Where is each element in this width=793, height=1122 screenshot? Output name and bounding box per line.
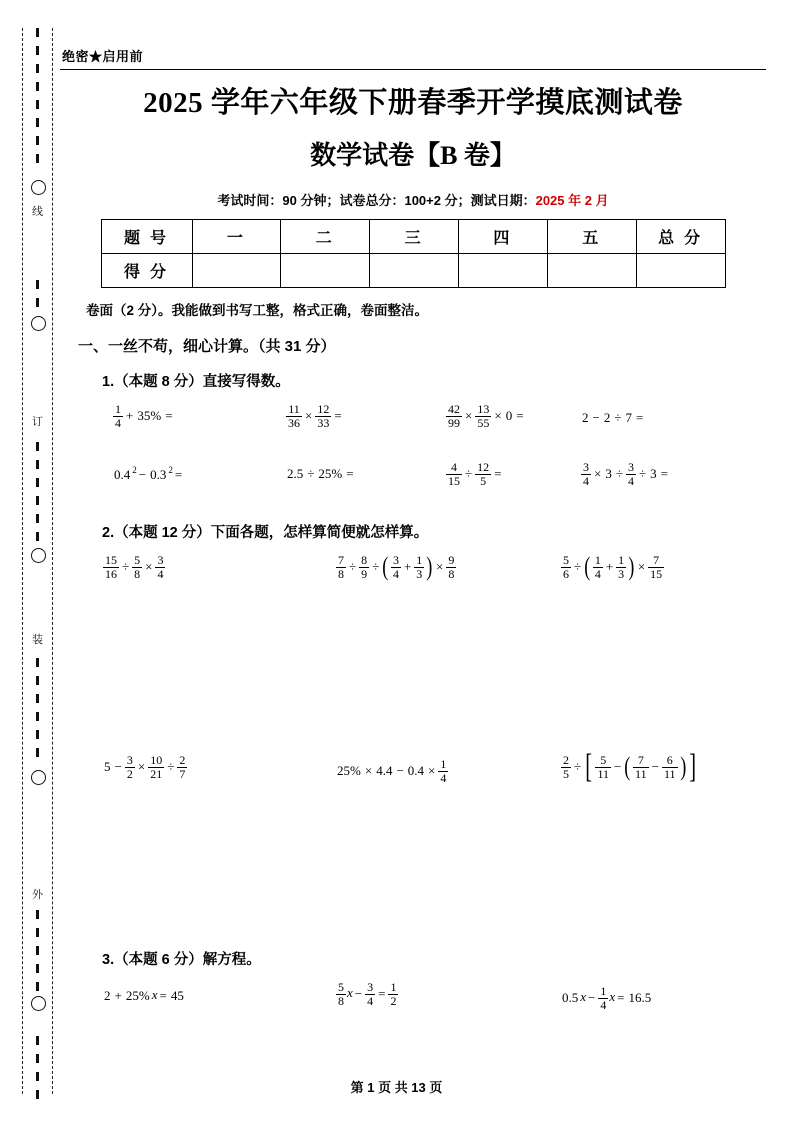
operator: = [378, 986, 386, 1002]
operator: = [346, 466, 354, 482]
expression [335, 981, 399, 1007]
expression [560, 748, 699, 786]
operator: ÷ [307, 466, 315, 482]
exam-info-date: 2025 年 2 月 [535, 193, 609, 208]
term: 4.4 [376, 763, 393, 779]
rail-circle [31, 770, 46, 785]
operator: = [494, 466, 502, 482]
expression [102, 987, 186, 1004]
fraction: $\frac{5}{8}$ [134, 553, 141, 581]
binding-rail [22, 28, 58, 1094]
fraction: $\frac{13}{55}$ [477, 402, 490, 430]
fraction: $\frac{5}{8}$ [338, 980, 344, 1008]
expression [335, 551, 457, 581]
parenthesis: ) [628, 551, 635, 581]
score-table-cell: 总 分 [636, 220, 725, 254]
score-table [101, 219, 726, 288]
question-1-row-1 [60, 401, 766, 441]
score-entry-cell[interactable] [547, 254, 636, 288]
fraction: $\frac{7}{11}$ [635, 753, 647, 781]
operator: × [494, 408, 502, 424]
answer-space [60, 794, 766, 944]
expression [112, 465, 184, 483]
operator: ÷ [167, 759, 175, 775]
fraction: $\frac{9}{8}$ [448, 553, 455, 581]
fraction: $\frac{6}{11}$ [663, 753, 676, 781]
header-divider [60, 69, 766, 70]
operator: + [605, 559, 614, 575]
term: 2.5 [287, 466, 304, 482]
rail-label-xian: 线 [30, 200, 46, 222]
rail-circle [31, 316, 46, 331]
operator: × [305, 408, 313, 424]
variable: x [580, 989, 587, 1005]
term: 7 [625, 410, 632, 426]
bracket: [ [585, 748, 593, 786]
expression [580, 409, 645, 426]
operator: × [594, 466, 602, 482]
fraction: $\frac{10}{21}$ [150, 753, 163, 781]
expression [560, 551, 665, 581]
fraction: $\frac{1}{4}$ [600, 984, 607, 1012]
question-label-1: 1.（本题 8 分）直接写得数。 [102, 374, 290, 390]
rail-label-zhuang: 装 [30, 628, 46, 650]
question-2-row-2 [60, 748, 766, 794]
page-subtitle: 数学试卷【B 卷】 [310, 141, 516, 170]
score-table-cell: 五 [547, 220, 636, 254]
operator: × [637, 559, 646, 575]
fraction: $\frac{5}{6}$ [563, 553, 569, 581]
rail-label-ding: 订 [30, 410, 46, 432]
question-label-3: 3.（本题 6 分）解方程。 [102, 952, 261, 968]
operator: ÷ [372, 559, 380, 575]
document-content [60, 28, 766, 1021]
fraction: $\frac{2}{7}$ [179, 753, 186, 781]
operator: − [114, 759, 122, 775]
fraction: $\frac{3}{2}$ [126, 753, 133, 781]
expression [335, 758, 449, 784]
exponent: 2 [132, 465, 137, 475]
score-table-cell: 得 分 [101, 254, 192, 288]
bracket: ] [689, 748, 697, 786]
secret-label: 绝密★启用前 [62, 49, 144, 64]
fraction: $\frac{3}{4}$ [583, 460, 589, 488]
table-row [101, 254, 725, 288]
score-entry-cell[interactable] [192, 254, 281, 288]
expression [560, 985, 653, 1011]
term: 0.4 [407, 763, 425, 779]
operator: = [660, 466, 668, 482]
score-table-cell: 二 [281, 220, 370, 254]
fraction: $\frac{12}{33}$ [317, 402, 330, 430]
operator: × [137, 759, 146, 775]
operator: = [617, 990, 625, 1006]
operator: × [435, 559, 444, 575]
operator: + [114, 988, 122, 1004]
operator: ÷ [615, 466, 623, 482]
rail-label-wai: 外 [30, 883, 46, 905]
fraction: $\frac{1}{2}$ [390, 980, 397, 1008]
rail-circle [31, 180, 46, 195]
term: 3 [650, 466, 657, 482]
expression [285, 403, 344, 429]
operator: = [635, 410, 644, 426]
operator: × [364, 763, 373, 779]
answer-space [60, 594, 766, 744]
term: 25% [318, 466, 343, 482]
term: 0.4 [114, 467, 131, 483]
fraction: $\frac{4}{15}$ [448, 460, 460, 488]
page-title: 2025 学年六年级下册春季开学摸底测试卷 [143, 87, 683, 119]
fraction: $\frac{1}{4}$ [594, 553, 601, 581]
exponent: 2 [168, 465, 173, 475]
variable: x [609, 989, 616, 1005]
operator: − [614, 759, 622, 775]
fraction: $\frac{7}{15}$ [650, 553, 663, 581]
operator: = [165, 408, 173, 424]
term: 45 [170, 988, 184, 1004]
fraction: $\frac{12}{5}$ [477, 460, 490, 488]
term: 2 [603, 410, 611, 426]
expression [112, 403, 175, 429]
term: 2 [104, 988, 111, 1004]
operator: − [138, 467, 147, 483]
operator: + [403, 559, 412, 575]
expression [285, 465, 356, 482]
question-label-2: 2.（本题 12 分）下面各题，怎样算简便就怎样算。 [102, 525, 429, 541]
term: 3 [605, 466, 612, 482]
score-entry-cell[interactable] [370, 254, 459, 288]
operator: ÷ [349, 559, 357, 575]
operator: − [588, 990, 596, 1006]
question-3-row-1 [60, 981, 766, 1021]
term: 16.5 [628, 990, 652, 1006]
expression [445, 403, 526, 429]
fraction: $\frac{42}{99}$ [448, 402, 460, 430]
parenthesis: ) [679, 751, 686, 781]
operator: ÷ [638, 466, 647, 482]
term: 0 [505, 408, 513, 424]
question-2-row-1 [60, 551, 766, 594]
score-table-cell: 三 [370, 220, 459, 254]
fraction: $\frac{1}{3}$ [416, 553, 423, 581]
operator: − [396, 763, 404, 779]
operator: − [651, 759, 659, 775]
term: 5 [104, 759, 111, 775]
operator: ÷ [574, 559, 582, 575]
fraction: $\frac{8}{9}$ [361, 553, 368, 581]
term: 0.5 [562, 990, 579, 1006]
term: 0.3 [150, 467, 167, 483]
operator: = [334, 408, 342, 424]
operator: = [159, 988, 167, 1004]
rail-dashed-line-left [22, 28, 23, 1094]
expression [102, 754, 188, 780]
page-footer: 第 1 页 共 13 页 [350, 1080, 443, 1095]
parenthesis: ) [426, 551, 433, 581]
parenthesis: ( [624, 751, 631, 781]
score-table-cell: 题 号 [101, 220, 192, 254]
fraction: $\frac{7}{8}$ [338, 553, 344, 581]
score-entry-cell[interactable] [281, 254, 370, 288]
operator: − [592, 410, 600, 426]
section-heading-1: 一、一丝不苟，细心计算。（共 31 分） [78, 338, 336, 355]
term: 25% [125, 988, 150, 1004]
score-table-cell: 四 [458, 220, 547, 254]
table-row [101, 220, 725, 254]
fraction: $\frac{15}{16}$ [105, 553, 117, 581]
operator: × [465, 408, 473, 424]
score-table-cell: 一 [192, 220, 281, 254]
fraction: $\frac{2}{5}$ [563, 753, 569, 781]
operator: ÷ [614, 410, 622, 426]
rail-circle [31, 548, 46, 563]
exam-info [60, 190, 766, 209]
operator: × [428, 763, 436, 779]
score-entry-cell[interactable] [458, 254, 547, 288]
expression [102, 554, 166, 580]
exam-info-prefix: 考试时间：90 分钟；试卷总分：100+2 分；测试日期： [217, 193, 536, 208]
parenthesis: ( [382, 551, 389, 581]
rail-circle [31, 996, 46, 1011]
expression [445, 461, 503, 487]
operator: − [354, 986, 363, 1002]
fraction: $\frac{3}{4}$ [157, 553, 164, 581]
parenthesis: ( [584, 551, 591, 581]
fraction: $\frac{3}{4}$ [627, 460, 634, 488]
fraction: $\frac{1}{3}$ [618, 553, 625, 581]
expression [580, 461, 670, 487]
score-entry-cell[interactable] [636, 254, 725, 288]
operator: ÷ [465, 466, 473, 482]
rail-dashed-line-right [52, 28, 53, 1094]
cover-note: 卷面（2 分）。我能做到书写工整，格式正确，卷面整洁。 [86, 303, 429, 318]
operator: ÷ [122, 559, 130, 575]
operator: + [126, 408, 134, 424]
fraction: $\frac{1}{4}$ [115, 402, 121, 430]
term: 25% [337, 763, 361, 779]
fraction: $\frac{11}{36}$ [288, 402, 300, 430]
fraction: $\frac{3}{4}$ [367, 980, 374, 1008]
variable: x [347, 985, 353, 1001]
question-1-row-2 [60, 459, 766, 499]
operator: × [145, 559, 153, 575]
operator: = [516, 408, 524, 424]
fraction: $\frac{1}{4}$ [440, 757, 447, 785]
term: 2 [582, 410, 589, 426]
operator: = [174, 467, 183, 483]
term: 35% [137, 408, 162, 424]
operator: ÷ [574, 759, 582, 775]
fraction: $\frac{3}{4}$ [392, 553, 399, 581]
fraction: $\frac{5}{11}$ [597, 753, 610, 781]
variable: x [151, 987, 158, 1002]
